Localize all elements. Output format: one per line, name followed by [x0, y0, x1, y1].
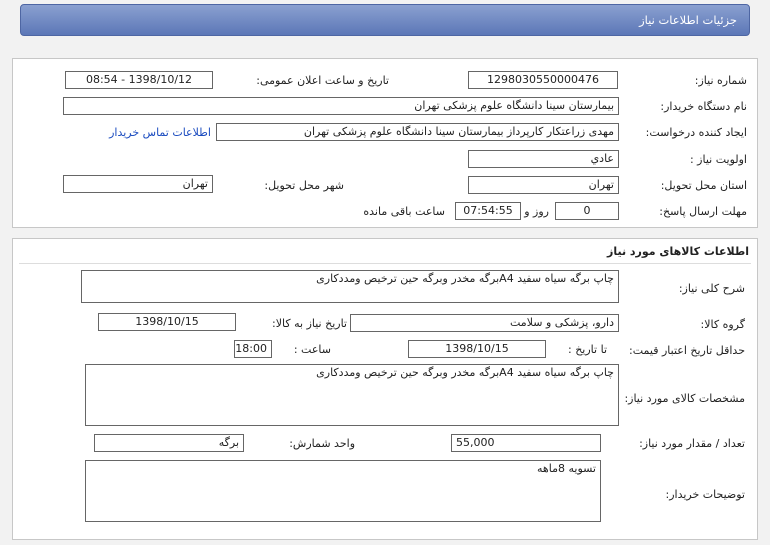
province-label: استان محل تحویل: — [660, 179, 747, 192]
goods-group-field: دارو، پزشکی و سلامت — [350, 314, 619, 332]
title-box — [20, 4, 750, 36]
city-label: شهر محل تحویل: — [264, 179, 344, 192]
buyer-contact-link[interactable]: اطلاعات تماس خریدار — [109, 126, 211, 139]
need-number-label: شماره نیاز: — [694, 74, 747, 87]
priority-label: اولویت نیاز : — [689, 153, 747, 166]
page-title: جزئیات اطلاعات نیاز — [639, 13, 737, 27]
need-date-label: تاریخ نیاز به کالا: — [272, 317, 347, 330]
goods-section-title: اطلاعات کالاهای مورد نیاز — [607, 245, 749, 258]
goods-info-panel — [12, 238, 758, 540]
buyer-label: نام دستگاه خریدار: — [660, 100, 747, 113]
hour-field: 18:00 — [234, 340, 272, 358]
goods-group-label: گروه کالا: — [700, 318, 745, 331]
deadline-time-field: 07:54:55 — [455, 202, 521, 220]
remaining-word: ساعت باقی مانده — [363, 205, 445, 218]
need-number-field: 1298030550000476 — [468, 71, 618, 89]
hour-label: ساعت : — [293, 343, 331, 356]
spec-field: چاپ برگه سیاه سفید A4برگه مخدر وبرگه حین ترخیص ومددکاری — [85, 364, 619, 426]
summary-label: شرح کلی نیاز: — [678, 282, 745, 295]
city-field: تهران — [63, 175, 213, 193]
announce-label: تاریخ و ساعت اعلان عمومی: — [256, 74, 389, 87]
quantity-field: 55,000 — [451, 434, 601, 452]
unit-field: برگه — [94, 434, 244, 452]
until-date-label: تا تاریخ : — [568, 343, 607, 356]
buyer-field: بیمارستان سینا دانشگاه علوم پزشکی تهران — [63, 97, 619, 115]
need-date-field: 1398/10/15 — [98, 313, 236, 331]
days-word: روز و — [524, 205, 549, 218]
priority-field: عادي — [468, 150, 619, 168]
buyer-notes-label: توضیحات خریدار: — [665, 488, 745, 501]
section-divider — [19, 263, 751, 264]
province-field: تهران — [468, 176, 619, 194]
deadline-label: مهلت ارسال پاسخ: — [659, 205, 747, 218]
quantity-label: تعداد / مقدار مورد نیاز: — [639, 437, 745, 450]
need-info-panel — [12, 58, 758, 228]
deadline-days-field: 0 — [555, 202, 619, 220]
announce-field: 1398/10/12 - 08:54 — [65, 71, 213, 89]
creator-field: مهدی زراعتکار کارپرداز بیمارستان سینا دانشگاه علوم پزشکی تهران — [216, 123, 619, 141]
price-validity-label: حداقل تاریخ اعتبار قیمت: — [629, 344, 745, 357]
until-date-field: 1398/10/15 — [408, 340, 546, 358]
buyer-notes-field: تسویه 8ماهه — [85, 460, 601, 522]
unit-label: واحد شمارش: — [289, 437, 355, 450]
summary-field: چاپ برگه سیاه سفید A4برگه مخدر وبرگه حین ترخیص ومددکاری — [81, 270, 619, 303]
spec-label: مشخصات کالای مورد نیاز: — [624, 392, 745, 405]
creator-label: ایجاد کننده درخواست: — [645, 126, 747, 139]
title-bar — [0, 0, 770, 40]
